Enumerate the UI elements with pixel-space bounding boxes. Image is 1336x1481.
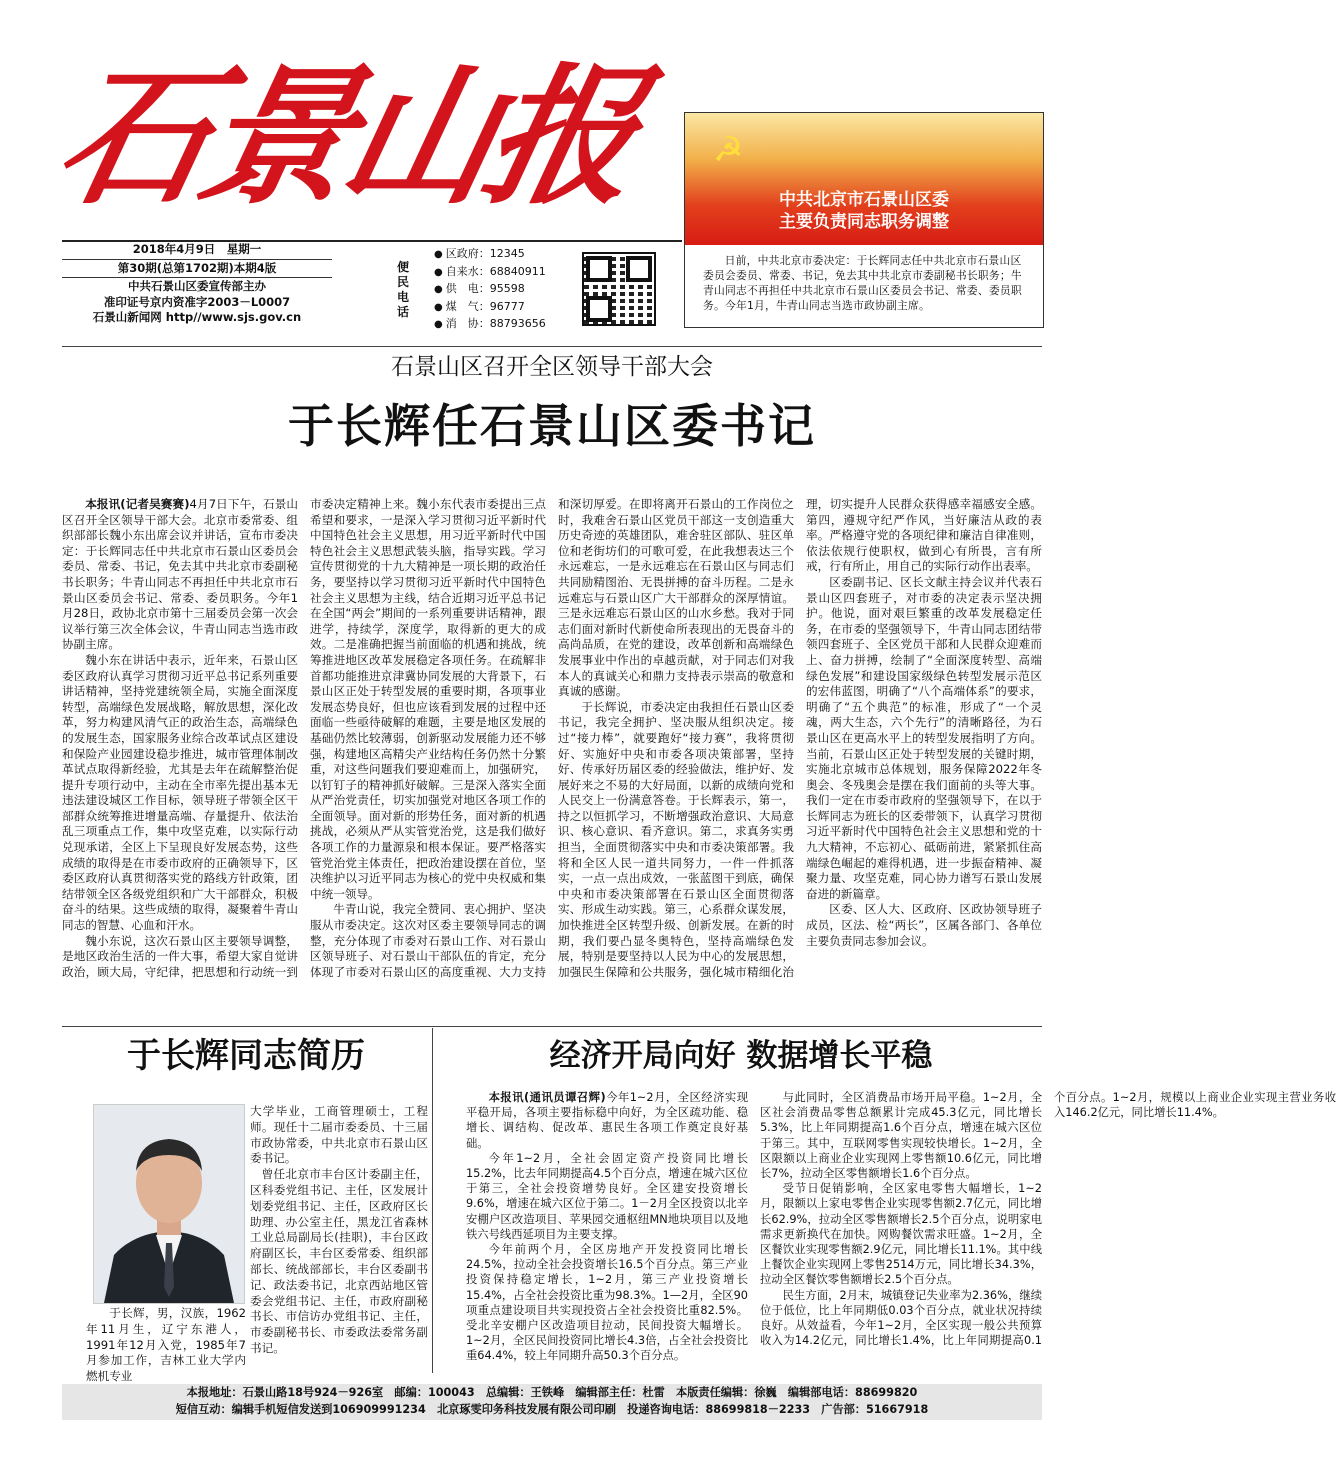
- paragraph: 今年前两个月，全区房地产开发投资同比增长24.5%，拉动全社会投资增长16.5个百分点。第三产业投资保持稳定增长，1~2月，第三产业投资增长15.4%，占全社会投资比重为98.3%。1—2月，全区90项重点建设项目共实现投资占全社会投资比重82.5%。受北辛安棚户区改造项目拉动，民间投资大幅增长。1~2月，全区民间投资同比增长4.3倍，占全社会投资比重64.4%，较上年同期升高50.3个百分点。: [466, 1243, 748, 1363]
- paragraph: 区委、区人大、区政府、区政协领导班子成员，区法、检“两长”，区属各部门、各单位主要负责同志参加会议。: [806, 902, 1042, 948]
- bio-text: [250, 1104, 428, 1357]
- column-divider: [432, 1028, 433, 1373]
- lead-subtitle: 石景山区召开全区领导干部大会: [391, 354, 713, 380]
- paragraph: 民生方面，2月末，城镇登记失业率为2.36%，继续位于低位，比上年同期低0.03个百分点，就业状况持续良好。从效益看，今年1~2月，全区实现一般公共预算收入为14.2亿元，同比增长1.4%，比上年同期提高0.1个百分点。1~2月，规模以上商业企业实现主营业务收入146.2亿元，同比增长11.4%。: [760, 1091, 1336, 1348]
- paragraph: 受节日促销影响，全区家电零售大幅增长，1~2月，限额以上家电零售企业实现零售额2.7亿元，同比增长62.9%，拉动全区零售额增长2.5个百分点，说明家电需求更新换代在加快。网购餐饮需求旺盛。1~2月，全区餐饮业实现零售额2.9亿元，同比增长11.1%。其中线上餐饮企业实现网上零售2514万元，同比增长34.3%，拉动全区餐饮零售额增长2.5个百分点。: [760, 1182, 1042, 1287]
- bio-title: 于长辉同志简历: [127, 1036, 365, 1076]
- lead-article-body: 本报讯(记者吴赛赛)4月7日下午，石景山区召开全区领导干部大会。北京市委常委、组织部部长魏小东出席会议并讲话，宣布市委决定：于长辉同志任中共北京市石景山区委员会委员、常委、书记，免去其中共北京市委副秘书长职务；牛青山同志不再担任中共北京市石景山区委员会书记、常委、委员职务。今年1月28日，政协北京市第十三届委员会第一次会议举行第三次全体会议，牛青山同志当选市政协副主席。 魏小东在讲话中表示，近年来，石景山区委区政府认真学习贯彻习近平总书记系列重要讲话精神，坚持党建统领全局，实施全面深度转型，高端绿色发展战略，解放思想，深化改革，努力构建风清气正的政治生态，高端绿色的发展生态，国家服务业综合改革试点区建设和保险产业园建设稳步推进，城市管理体制改革试点取得新经验，尤其是去年在疏解整治促提升专项行动中，主动在全市率先提出基本无违法建设城区工作目标，领导班子带领全区干部群众统筹推进增量高端、存量提升、依法治乱三项重点工作，集中攻坚克难，以实际行动兑现承诺，全区上下呈现良好发展态势，这些成绩的取得是在市委市政府的正确领导下，区委区政府认真贯彻落实党的路线方针政策，团结带领全区各级党组织和广大干部群众，积极奋斗的结果。这些成绩的取得，凝聚着牛青山同志的智慧、心血和汗水。 魏小东说，这次石景山区主要领导调整，是地区政治生活的一件大事，希望大家自觉讲政治，顾大局，守纪律，把思想和行动统一到市委决定精神上来。魏小东代表市委提出三点希望和要求，一是深入学习贯彻习近平新时代中国特色社会主义思想，用习近平新时代中国特色社会主义思想武装头脑，指导实践。学习宣传贯彻党的十九大精神是一项长期的政治任务，要坚持以学习贯彻习近平新时代中国特色社会主义思想为主线，结合近期习近平总书记在全国“两会”期间的一系列重要讲话精神，跟进学，持续学，深度学，取得新的更大的成效。二是准确把握当前面临的机遇和挑战，统筹推进地区改革发展稳定各项任务。在疏解非首都功能推进京津冀协同发展的大背景下，石景山区正处于转型发展的重要时期，各项事业发展态势良好，但也应该看到发展的过程中还面临一些亟待破解的难题，主要是地区发展的基础仍然比较薄弱，创新驱动发展能力还不够强，构建地区高精尖产业结构任务仍然十分繁重，对这些问题我们要迎难而上，加强研究，以钉钉子的精神抓好破解。三是深入落实全面从严治党责任，切实加强党对地区各项工作的全面领导。面对新的形势任务，面对新的机遇挑战，必须从严从实管党治党，这是我们做好各项工作的力量源泉和根本保证。要严格落实管党治党主体责任，把政治建设摆在首位，坚决维护以习近平同志为核心的党中央权威和集中统一领导。 牛青山说，我完全赞同、衷心拥护、坚决服从市委决定。这次对区委主要领导同志的调整，充分体现了市委对石景山工作、对石景山区领导班子、对石景山干部队伍的肯定，充分体现了市委对石景山区的高度重视、大力支持和深切厚爱。在即将离开石景山的工作岗位之时，我难舍石景山区党员干部这一支创造重大历史奇迹的英雄团队，难舍驻区部队、驻区单位和老街坊们的可歌可爱，在此我想表达三个永远难忘，一是永远难忘在石景山区与同志们共同励精图治、无畏拼搏的奋斗历程。二是永远难忘与石景山区广大干部群众的深厚情谊。三是永远难忘石景山区的山水乡愁。我对于同志们面对新时代新使命所表现出的无畏奋斗的高尚品质，在党的建设，改革创新和高端绿色发展事业中作出的卓越贡献，对于同志们对我本人的真诚关心和鼎力支持表示崇高的敬意和真诚的感谢。 于长辉说，市委决定由我担任石景山区委书记，我完全拥护、坚决服从组织决定。接过“接力棒”，就要跑好“接力赛”，我将贯彻好、实施好中央和市委各项决策部署，坚持好、传承好历届区委的经验做法，维护好、发展好来之不易的大好局面，以新的成绩向党和人民交上一份满意答卷。于长辉表示，第一，持之以恒抓学习，不断增强政治意识、大局意识、核心意识、看齐意识。第二，求真务实勇担当，全面贯彻落实中央和市委决策部署。我将和全区人民一道共同努力，一件一件抓落实，一点一点出成效，一张蓝图干到底，确保中央和市委决策部署在石景山区全面贯彻落实、形成生动实践。第三，心系群众谋发展，加快推进全区转型升级、创新发展。在新的时期，我们要凸显冬奥特色，坚持高端绿色发展，特别是要坚持以人民为中心的发展思想，加强民生保障和公共服务，强化城市精细化治理，切实提升人民群众获得感幸福感安全感。第四，遵规守纪严作风，当好廉洁从政的表率。严格遵守党的各项纪律和廉洁自律准则，依法依规行使职权，做到心有所畏，言有所戒，行有所止，用自己的实际行动作出表率。 区委副书记、区长文献主持会议并代表石景山区四套班子，对市委的决定表示坚决拥护。他说，面对艰巨繁重的改革发展稳定任务，在市委的坚强领导下，牛青山同志团结带领四套班子、全区党员干部和人民群众迎难而上、奋力拼搏，绘制了“全面深度转型、高端绿色发展”和建设国家级绿色转型发展示范区的宏伟蓝图，明确了“八个高端体系”的要求，明确了“五个典范”的标准，形成了“一个灵魂，两大生态，六个先行”的清晰路径，为石景山区在更高水平上的转型发展指明了方向。当前，石景山区正处于转型发展的关键时期，实施北京城市总体规划，服务保障2022年冬奥会、冬残奥会是摆在我们面前的头等大事。我们一定在市委市政府的坚强领导下，在以于长辉同志为班长的区委带领下，认真学习贯彻习近平新时代中国特色社会主义思想和党的十九大精神，不忘初心、砥砺前进，紧紧抓住高端绿色崛起的难得机遇，进一步振奋精神、凝聚力量、攻坚克难，同心协力谱写石景山发展奋进的新篇章。 区委、区人大、区政府、区政协领导班子成员，区法、检“两长”，区属各部门、各单位主要负责同志参加会议。: [62, 497, 1042, 979]
- issue-website[interactable]: 石景山新闻网 http//www.sjs.gov.cn: [92, 310, 302, 324]
- footer-line: 本报地址：石景山路18号924－926室 邮编：100043 总编辑：王铁峰 编辑部主任：杜雷 本版责任编辑：徐巍 编辑部电话：88699820: [186, 1386, 918, 1399]
- hotline-item: ● 煤 气：96777: [434, 299, 574, 317]
- announcement-banner: [685, 113, 1043, 245]
- hotline-item: ● 自来水：68840911: [434, 264, 574, 282]
- divider: [62, 346, 1042, 347]
- masthead-title: 石景山报: [43, 49, 649, 225]
- hotline-label: 便民电话: [397, 260, 410, 319]
- bio-intro: 于长辉，男，汉族，1962年11月生，辽宁东港人，1991年12月入党，1985年7月参加工作，吉林工业大学内燃机专业: [86, 1306, 246, 1384]
- hotline-item: ● 供 电：95598: [434, 281, 574, 299]
- issue-weekday: 星期一: [226, 242, 262, 256]
- paragraph: 于长辉说，市委决定由我担任石景山区委书记，我完全拥护、坚决服从组织决定。接过“接力棒”，就要跑好“接力赛”，我将贯彻好、实施好中央和市委各项决策部署，坚持好、传承好历届区委的经验做法，维护好、发展好来之不易的大好局面，以新的成绩向党和人民交上一份满意答卷。于长辉表示，第一，持之以恒抓学习，不断增强政治意识、大局意识、核心意识、看齐意识。第二，求真务实勇担当，全面贯彻落实中央和市委决策部署。我将和全区人民一道共同努力，一件一件抓落实，一点一点出成效，一张蓝图干到底，确保中央和市委决策部署在石景山区全面贯彻落实、形成生动实践。第三，心系群众谋发展，加快推进全区转型升级、创新发展。在新的时期，我们要凸显冬奥特色，坚持高端绿色发展，特别是要坚持以人民为中心的发展思想，加强民生保障和公共服务，强化城市精细化治理，切实提升人民群众获得感幸福感安全感。第四，遵规守纪严作风，当好廉洁从政的表率。严格遵守党的各项纪律和廉洁自律准则，依法依规行使职权，做到心有所畏，言有所戒，行有所止，用自己的实际行动作出表率。: [558, 497, 1042, 979]
- economy-byline: 本报讯(通讯员谭召辉): [488, 1091, 606, 1104]
- hotline-item: ● 消 协：88793656: [434, 316, 574, 334]
- issue-number: 第30期(总第1702期)本期4版: [62, 259, 332, 277]
- paragraph: 今年1~2月，全社会固定资产投资同比增长15.2%，比去年同期提高4.5个百分点，增速在城六区位于第三，全社会投资增势良好。全区建安投资增长9.6%，增速在城六区位于第二。1－2月全区投资以北辛安棚户区改造项目、苹果园交通枢纽MN地块项目以及地铁六号线西延项目为主要支撑。: [466, 1151, 748, 1241]
- issue-info-bar: [62, 240, 682, 332]
- party-emblem-icon: ☭: [713, 130, 744, 170]
- paragraph: 区委副书记、区长文献主持会议并代表石景山区四套班子，对市委的决定表示坚决拥护。他说，面对艰巨繁重的改革发展稳定任务，在市委的坚强领导下，牛青山同志团结带领四套班子、全区党员干部和人民群众迎难而上、奋力拼搏，绘制了“全面深度转型、高端绿色发展”和建设国家级绿色转型发展示范区的宏伟蓝图，明确了“八个高端体系”的要求，明确了“五个典范”的标准，形成了“一个灵魂，两大生态，六个先行”的清晰路径，为石景山区在更高水平上的转型发展指明了方向。当前，石景山区正处于转型发展的关键时期，实施北京城市总体规划，服务保障2022年冬奥会、冬残奥会是摆在我们面前的头等大事。我们一定在市委市政府的坚强领导下，在以于长辉同志为班长的区委带领下，认真学习贯彻习近平新时代中国特色社会主义思想和党的十九大精神，不忘初心、砥砺前进，紧紧抓住高端绿色崛起的难得机遇，进一步振奋精神、凝聚力量、攻坚克难，同心协力谱写石景山发展奋进的新篇章。: [806, 574, 1042, 901]
- announcement-box: [684, 112, 1044, 328]
- divider: [62, 1026, 1042, 1027]
- issue-info: [62, 242, 332, 326]
- portrait-photo: [93, 1104, 245, 1304]
- economy-title: 经济开局向好 数据增长平稳: [549, 1038, 933, 1074]
- announcement-title: 中共北京市石景山区委 主要负责同志职务调整: [779, 190, 949, 232]
- issue-sponsor: 中共石景山区委宣传部主办: [62, 277, 332, 295]
- paragraph: 与此同时，全区消费品市场开局平稳。1~2月，全区社会消费品零售总额累计完成45.3亿元，同比增长5.3%，比上年同期提高1.6个百分点，增速在城六区位于第三。其中，互联网零售实现较快增长。1~2月，全区限额以上商业企业实现网上零售额10.6亿元，同比增长7%，拉动全区零售额增长1.6个百分点。: [760, 1091, 1042, 1181]
- masthead: [43, 49, 682, 242]
- paragraph: 魏小东说，这次石景山区主要领导调整，是地区政治生活的一件大事，希望大家自觉讲政治，顾大局，守纪律，把思想和行动统一到市委决定精神上来。魏小东代表市委提出三点希望和要求，一是深入学习贯彻习近平新时代中国特色社会主义思想，用习近平新时代中国特色社会主义思想武装头脑，指导实践。学习宣传贯彻党的十九大精神是一项长期的政治任务，要坚持以学习贯彻习近平新时代中国特色社会主义思想为主线，结合近期习近平总书记在全国“两会”期间的一系列重要讲话精神，跟进学，持续学，深度学，取得新的更大的成效。二是准确把握当前面临的机遇和挑战，统筹推进地区改革发展稳定各项任务。在疏解非首都功能推进京津冀协同发展的大背景下，石景山区正处于转型发展的重要时期，各项事业发展态势良好，但也应该看到发展的过程中还面临一些亟待破解的难题，主要是地区发展的基础仍然比较薄弱，创新驱动发展能力还不够强，构建地区高精尖产业结构任务仍然十分繁重，对这些问题我们要迎难而上，加强研究，以钉钉子的精神抓好破解。三是深入落实全面从严治党责任，切实加强党对地区各项工作的全面领导。面对新的形势任务，面对新的机遇挑战，必须从严从实管党治党，这是我们做好各项工作的力量源泉和根本保证。要严格落实管党治党主体责任，把政治建设摆在首位，坚决维护以习近平同志为核心的党中央权威和集中统一领导。: [62, 497, 546, 979]
- paragraph: 牛青山说，我完全赞同、衷心拥护、坚决服从市委决定。这次对区委主要领导同志的调整，充分体现了市委对石景山工作、对石景山区领导班子、对石景山干部队伍的肯定，充分体现了市委对石景山区的高度重视、大力支持和深切厚爱。在即将离开石景山的工作岗位之时，我难舍石景山区党员干部这一支创造重大历史奇迹的英雄团队，难舍驻区部队、驻区单位和老街坊们的可歌可爱，在此我想表达三个永远难忘，一是永远难忘在石景山区与同志们共同励精图治、无畏拼搏的奋斗历程。二是永远难忘与石景山区广大干部群众的深厚情谊。三是永远难忘石景山区的山水乡愁。我对于同志们面对新时代新使命所表现出的无畏奋斗的高尚品质，在党的建设，改革创新和高端绿色发展事业中作出的卓越贡献，对于同志们对我本人的真诚关心和鼎力支持表示崇高的敬意和真诚的感谢。: [310, 497, 794, 979]
- footer-line: 短信互动：编辑手机短信发送到106909991234 北京琢雯印务科技发展有限公司印刷 投递咨询电话：88699818－2233 广告部：51667918: [175, 1403, 929, 1416]
- bio-paragraph: 曾任北京市丰台区计委副主任，区科委党组书记、主任，区发展计划委党组书记、主任，区政府区长助理、办公室主任，黑龙江省森林工业总局副局长(挂职)，丰台区政府副区长，丰台区委常委、组织部部长、统战部部长，丰台区委副书记、政法委书记，北京西站地区管委会党组书记、主任，市政府副秘书长、市信访办党组书记、主任，市委副秘书长、市委政法委常务副书记。: [250, 1167, 428, 1355]
- lead-headline: 于长辉任石景山区委书记: [288, 399, 816, 453]
- economy-article-body: 本报讯(通讯员谭召辉)今年1~2月，全区经济实现平稳开局，各项主要指标稳中向好，为全区疏功能、稳增长、调结构、促改革、惠民生各项工作奠定良好基础。 今年1~2月，全社会固定资产投资同比增长15.2%，比去年同期提高4.5个百分点，增速在城六区位于第三，全社会投资增势良好。全区建安投资增长9.6%，增速在城六区位于第二。1－2月全区投资以北辛安棚户区改造项目、苹果园交通枢纽MN地块项目以及地铁六号线西延项目为主要支撑。 今年前两个月，全区房地产开发投资同比增长24.5%，拉动全社会投资增长16.5个百分点。第三产业投资保持稳定增长，1~2月，第三产业投资增长15.4%，占全社会投资比重为98.3%。1—2月，全区90项重点建设项目共实现投资占全社会投资比重82.5%。受北辛安棚户区改造项目拉动，民间投资大幅增长。1~2月，全区民间投资同比增长4.3倍，占全社会投资比重64.4%，较上年同期升高50.3个百分点。 与此同时，全区消费品市场开局平稳。1~2月，全区社会消费品零售总额累计完成45.3亿元，同比增长5.3%，比上年同期提高1.6个百分点，增速在城六区位于第三。其中，互联网零售实现较快增长。1~2月，全区限额以上商业企业实现网上零售额10.6亿元，同比增长7%，拉动全区零售额增长1.6个百分点。 受节日促销影响，全区家电零售大幅增长，1~2月，限额以上家电零售企业实现零售额2.7亿元，同比增长62.9%，拉动全区零售额增长2.5个百分点，说明家电需求更新换代在加快。网购餐饮需求旺盛。1~2月，全区餐饮业实现零售额2.9亿元，同比增长11.1%。其中线上餐饮企业实现网上零售2514万元，同比增长34.3%，拉动全区餐饮零售额增长2.5个百分点。 民生方面，2月末，城镇登记失业率为2.36%，继续位于低位，比上年同期低0.03个百分点，就业状况持续良好。从效益看，今年1~2月，全区实现一般公共预算收入为14.2亿元，同比增长1.4%，比上年同期提高0.1个百分点。1~2月，规模以上商业企业实现主营业务收入146.2亿元，同比增长11.4%。: [466, 1090, 1042, 1372]
- issue-date: 2018年4月9日: [132, 242, 216, 256]
- footer: [62, 1384, 1042, 1420]
- qr-code[interactable]: [582, 252, 656, 326]
- bio-paragraph: 大学毕业，工商管理硕士，工程师。现任十二届市委委员、十三届市政协常委，中共北京市石景山区委书记。: [250, 1104, 428, 1166]
- hotline-list: [434, 246, 574, 334]
- lead-byline: 本报讯(记者吴赛赛): [85, 497, 190, 511]
- hotline-item: ● 区政府：12345: [434, 246, 574, 264]
- issue-permit: 准印证号京内资准字2003－L0007: [103, 294, 291, 309]
- paragraph: 魏小东在讲话中表示，近年来，石景山区委区政府认真学习贯彻习近平总书记系列重要讲话精神，坚持党建统领全局，实施全面深度转型，高端绿色发展战略，解放思想，深化改革，努力构建风清气正的政治生态，高端绿色的发展生态，国家服务业综合改革试点区建设和保险产业园建设稳步推进，城市管理体制改革试点取得新经验，尤其是去年在疏解整治促提升专项行动中，主动在全市率先提出基本无违法建设城区工作目标，领导班子带领全区干部群众统筹推进增量高端、存量提升、依法治乱三项重点工作，集中攻坚克难，以实际行动兑现承诺，全区上下呈现良好发展态势，这些成绩的取得是在市委市政府的正确领导下，区委区政府认真贯彻落实党的路线方针政策，团结带领全区各级党组织和广大干部群众，积极奋斗的结果。这些成绩的取得，凝聚着牛青山同志的智慧、心血和汗水。: [62, 652, 298, 933]
- announcement-text: 日前，中共北京市委决定：于长辉同志任中共北京市石景山区委员会委员、常委、书记，免去其中共北京市委副秘书长职务；牛青山同志不再担任中共北京市石景山区委员会书记、常委、委员职务。今年1月，牛青山同志当选市政协副主席。: [703, 254, 1022, 312]
